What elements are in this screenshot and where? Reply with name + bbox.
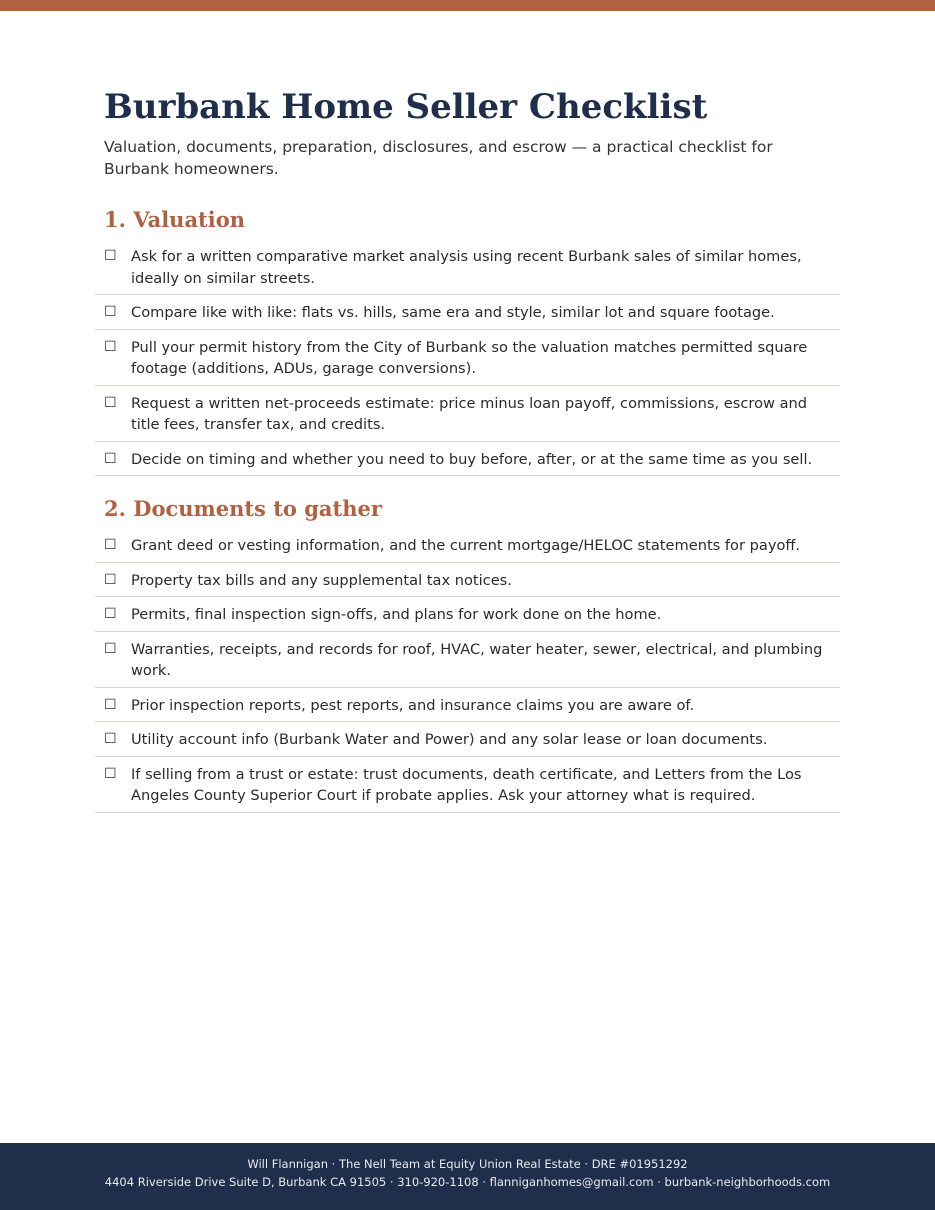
checklist-item-text: Permits, final inspection sign-offs, and plans for work done on the home. — [131, 606, 662, 623]
checklist-item-text: Ask for a written comparative market analysis using recent Burbank sales of similar homes, ideally on similar streets. — [131, 248, 802, 287]
checklist-item — [95, 688, 840, 723]
checklist-item — [95, 597, 840, 632]
checklist-item — [95, 330, 840, 386]
page-subtitle: Valuation, documents, preparation, disclosures, and escrow — a practical checklist for Burbank homeowners. — [104, 138, 773, 178]
footer-agent-line: Will Flannigan · The Nell Team at Equity Union Real Estate · DRE #01951292 — [247, 1157, 688, 1171]
page-footer — [0, 1143, 935, 1210]
checkbox-icon[interactable]: ☐ — [104, 731, 117, 747]
checklist-item-text: Decide on timing and whether you need to buy before, after, or at the same time as you sell. — [131, 450, 813, 468]
checklist-item — [95, 722, 840, 757]
checkbox-icon[interactable]: ☐ — [104, 606, 117, 622]
checkbox-icon[interactable]: ☐ — [104, 450, 117, 467]
checklist-item-text: Property tax bills and any supplemental tax notices. — [131, 571, 512, 589]
top-accent-bar — [0, 0, 935, 11]
checklist-documents — [95, 534, 840, 813]
checkbox-icon[interactable]: ☐ — [104, 394, 117, 411]
checkbox-icon[interactable]: ☐ — [104, 248, 117, 264]
checklist-item — [95, 563, 840, 598]
checklist-item-text: Pull your permit history from the City of Burbank so the valuation matches permitted square footage (additions, ADUs, garage conversions). — [131, 338, 808, 377]
checklist-item-text: Compare like with like: flats vs. hills, same era and style, similar lot and square footage. — [131, 304, 775, 321]
document-content — [104, 84, 840, 813]
footer-contact-line: 4404 Riverside Drive Suite D, Burbank CA 91505 · 310-920-1108 · flanniganhomes@gmail.com · burbank-neighborhoods.com — [104, 1175, 831, 1189]
checklist-item-text: Prior inspection reports, pest reports, and insurance claims you are aware of. — [131, 696, 695, 714]
checklist-item-text: Utility account info (Burbank Water and Power) and any solar lease or loan documents. — [131, 731, 768, 748]
checklist-item-text: Request a written net-proceeds estimate: price minus loan payoff, commissions, escrow and title fees, transfer tax, and credits. — [131, 394, 808, 433]
checklist-item — [95, 757, 840, 813]
checkbox-icon[interactable]: ☐ — [104, 640, 117, 657]
section-heading-valuation: 1. Valuation — [104, 207, 246, 232]
checkbox-icon[interactable]: ☐ — [104, 304, 117, 320]
checklist-item — [95, 295, 840, 330]
checkbox-icon[interactable]: ☐ — [104, 571, 117, 588]
checklist-item — [95, 386, 840, 442]
checklist-item-text: Grant deed or vesting information, and the current mortgage/HELOC statements for payoff. — [131, 537, 801, 554]
section-heading-documents: 2. Documents to gather — [104, 496, 382, 521]
checklist-item — [95, 632, 840, 688]
checklist-item — [95, 245, 840, 295]
checklist-item — [95, 534, 840, 563]
checklist-item-text: Warranties, receipts, and records for roof, HVAC, water heater, sewer, electrical, and plumbing work. — [131, 640, 823, 679]
checklist-item — [95, 442, 840, 477]
checkbox-icon[interactable]: ☐ — [104, 537, 117, 553]
page-title: Burbank Home Seller Checklist — [104, 87, 708, 127]
checkbox-icon[interactable]: ☐ — [104, 765, 117, 782]
checkbox-icon[interactable]: ☐ — [104, 696, 117, 713]
checklist-item-text: If selling from a trust or estate: trust documents, death certificate, and Letters from the Los Angeles County Superior Court if probate applies. Ask your attorney what is required. — [131, 765, 802, 804]
checklist-valuation — [95, 245, 840, 476]
checkbox-icon[interactable]: ☐ — [104, 338, 117, 355]
